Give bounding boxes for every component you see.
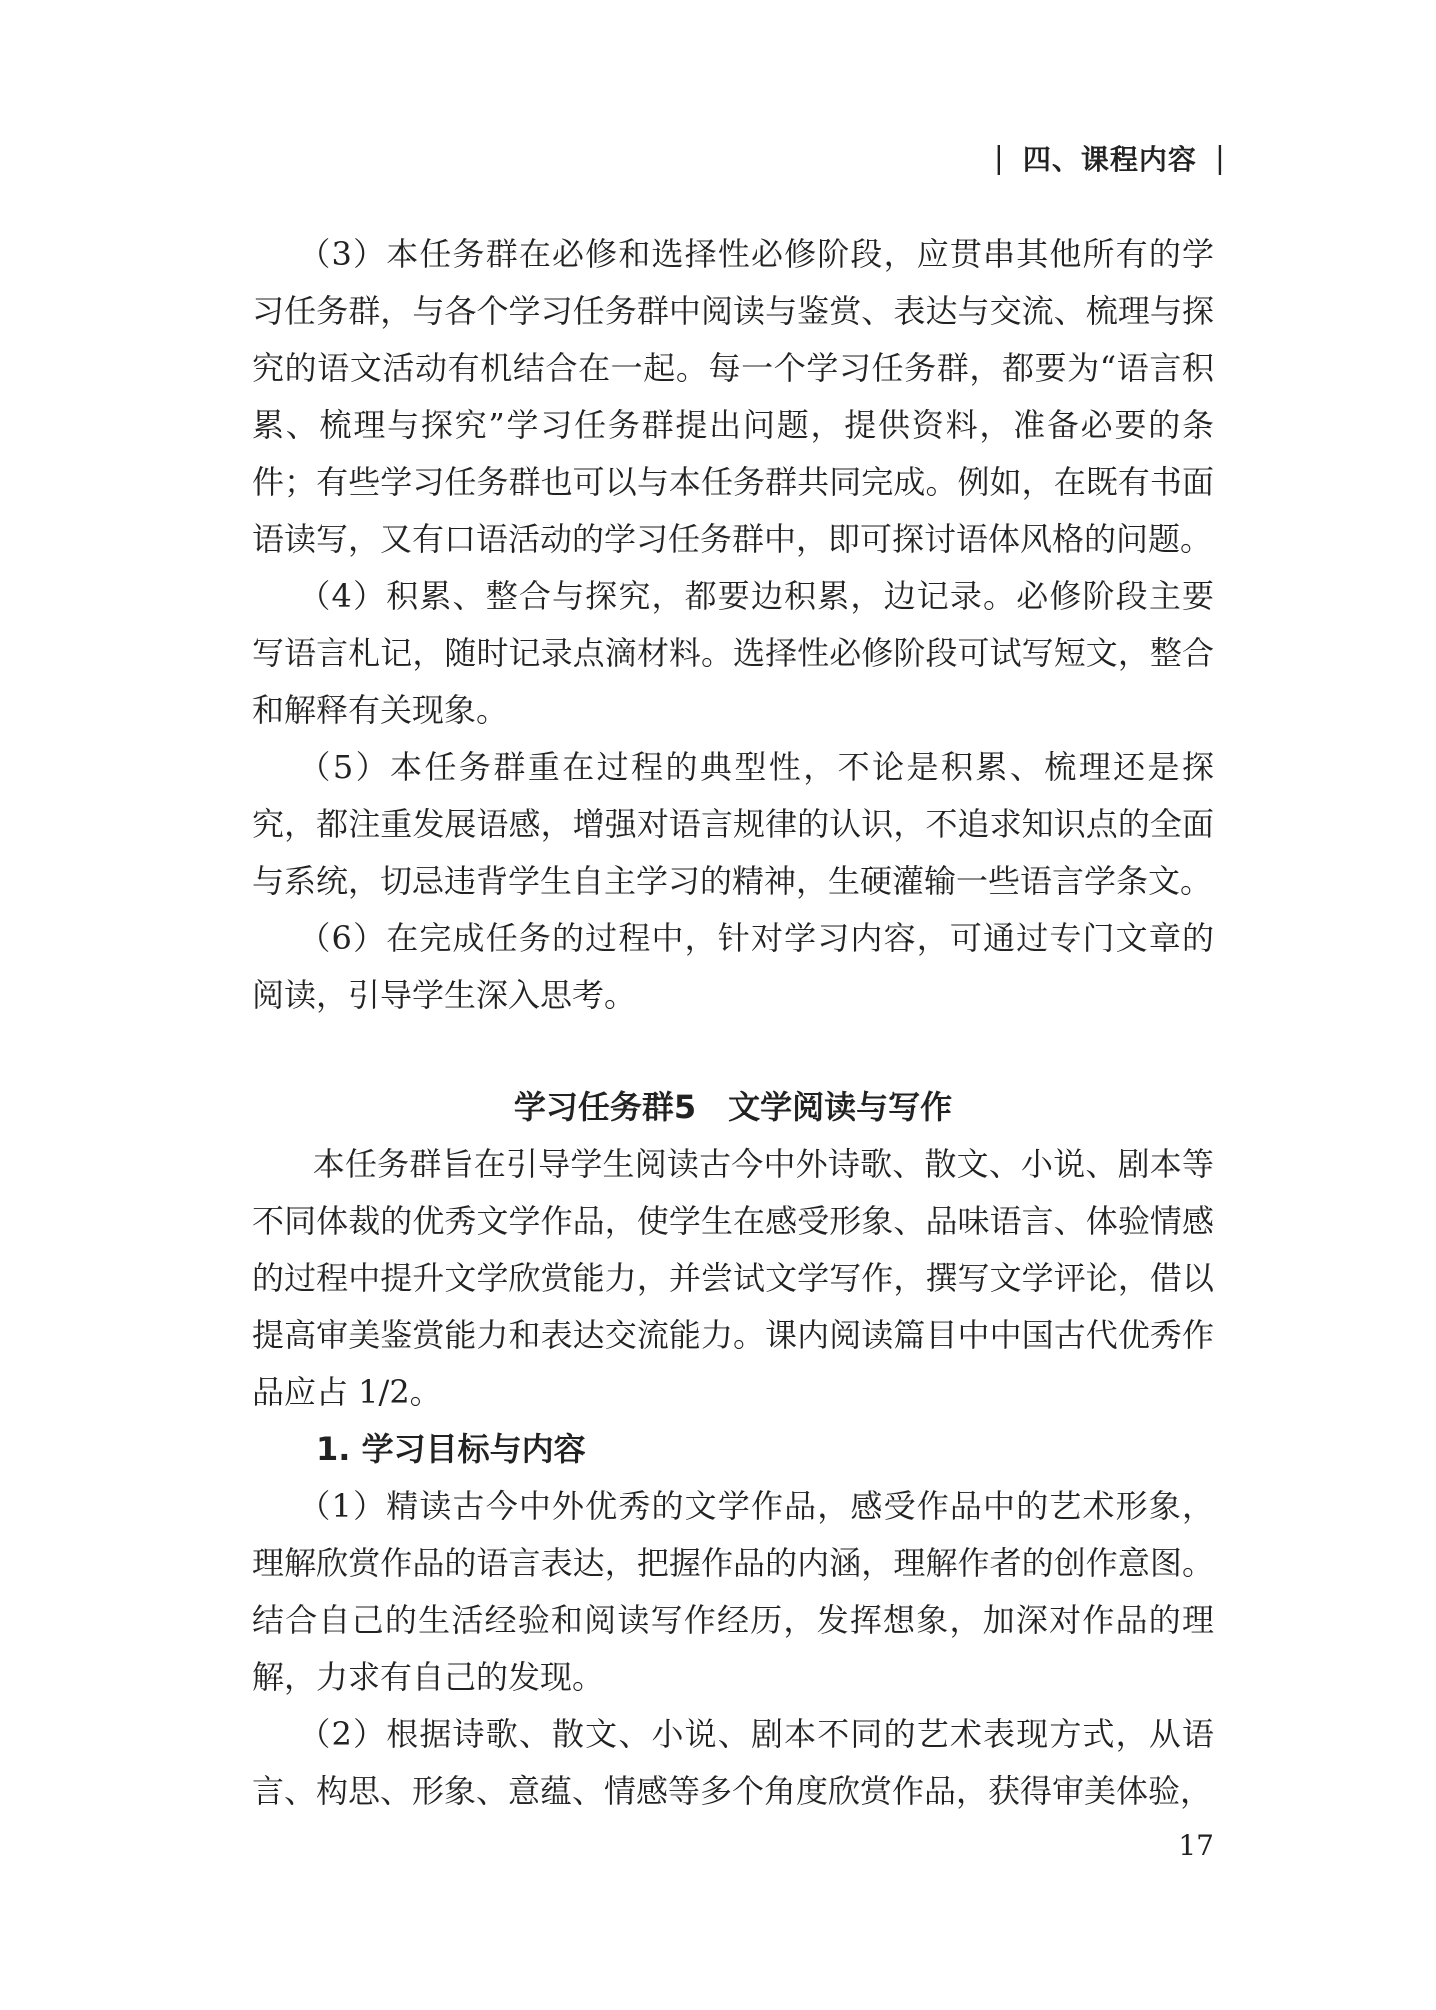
page-number: 17 (1178, 1829, 1214, 1862)
objective-item-2: （2）根据诗歌、散文、小说、剧本不同的艺术表现方式，从语言、构思、形象、意蕴、情感等多个角度欣赏作品，获得审美体验， (252, 1715, 1214, 1810)
header-divider-left: | (993, 140, 1005, 176)
header-divider-right: | (1214, 140, 1226, 176)
section-intro: 本任务群旨在引导学生阅读古今中外诗歌、散文、小说、剧本等不同体裁的优秀文学作品，使学生在感受形象、品味语言、体验情感的过程中提升文学欣赏能力，并尝试文学写作，撰写文学评论，借以提高审美鉴赏能力和表达交流能力。课内阅读篇目中中国古代优秀作品应占 1/2。 (252, 1145, 1214, 1411)
paragraph-item-4: （4）积累、整合与探究，都要边积累，边记录。必修阶段主要写语言札记，随时记录点滴材料。选择性必修阶段可试写短文，整合和解释有关现象。 (252, 577, 1214, 729)
paragraph-item-6: （6）在完成任务的过程中，针对学习内容，可通过专门文章的阅读，引导学生深入思考。 (252, 919, 1214, 1014)
paragraph-item-5: （5）本任务群重在过程的典型性，不论是积累、梳理还是探究，都注重发展语感，增强对语言规律的认识，不追求知识点的全面与系统，切忌违背学生自主学习的精神，生硬灌输一些语言学条文。 (252, 748, 1214, 900)
paragraph-item-3: （3）本任务群在必修和选择性必修阶段，应贯串其他所有的学习任务群，与各个学习任务群中阅读与鉴赏、表达与交流、梳理与探究的语文活动有机结合在一起。每一个学习任务群，都要为“语言积累、梳理与探究”学习任务群提出问题，提供资料，准备必要的条件；有些学习任务群也可以与本任务群共同完成。例如，在既有书面语读写，又有口语活动的学习任务群中，即可探讨语体风格的问题。 (252, 235, 1214, 558)
objective-item-1: （1）精读古今中外优秀的文学作品，感受作品中的艺术形象，理解欣赏作品的语言表达，把握作品的内涵，理解作者的创作意图。结合自己的生活经验和阅读写作经历，发挥想象，加深对作品的理解，力求有自己的发现。 (252, 1487, 1214, 1696)
header-title: 四、课程内容 (1022, 143, 1197, 176)
section-title: 学习任务群5 文学阅读与写作 (513, 1088, 953, 1126)
running-header (994, 138, 1226, 178)
page-body (252, 226, 1214, 1820)
section-subtitle: 1. 学习目标与内容 (316, 1430, 586, 1468)
